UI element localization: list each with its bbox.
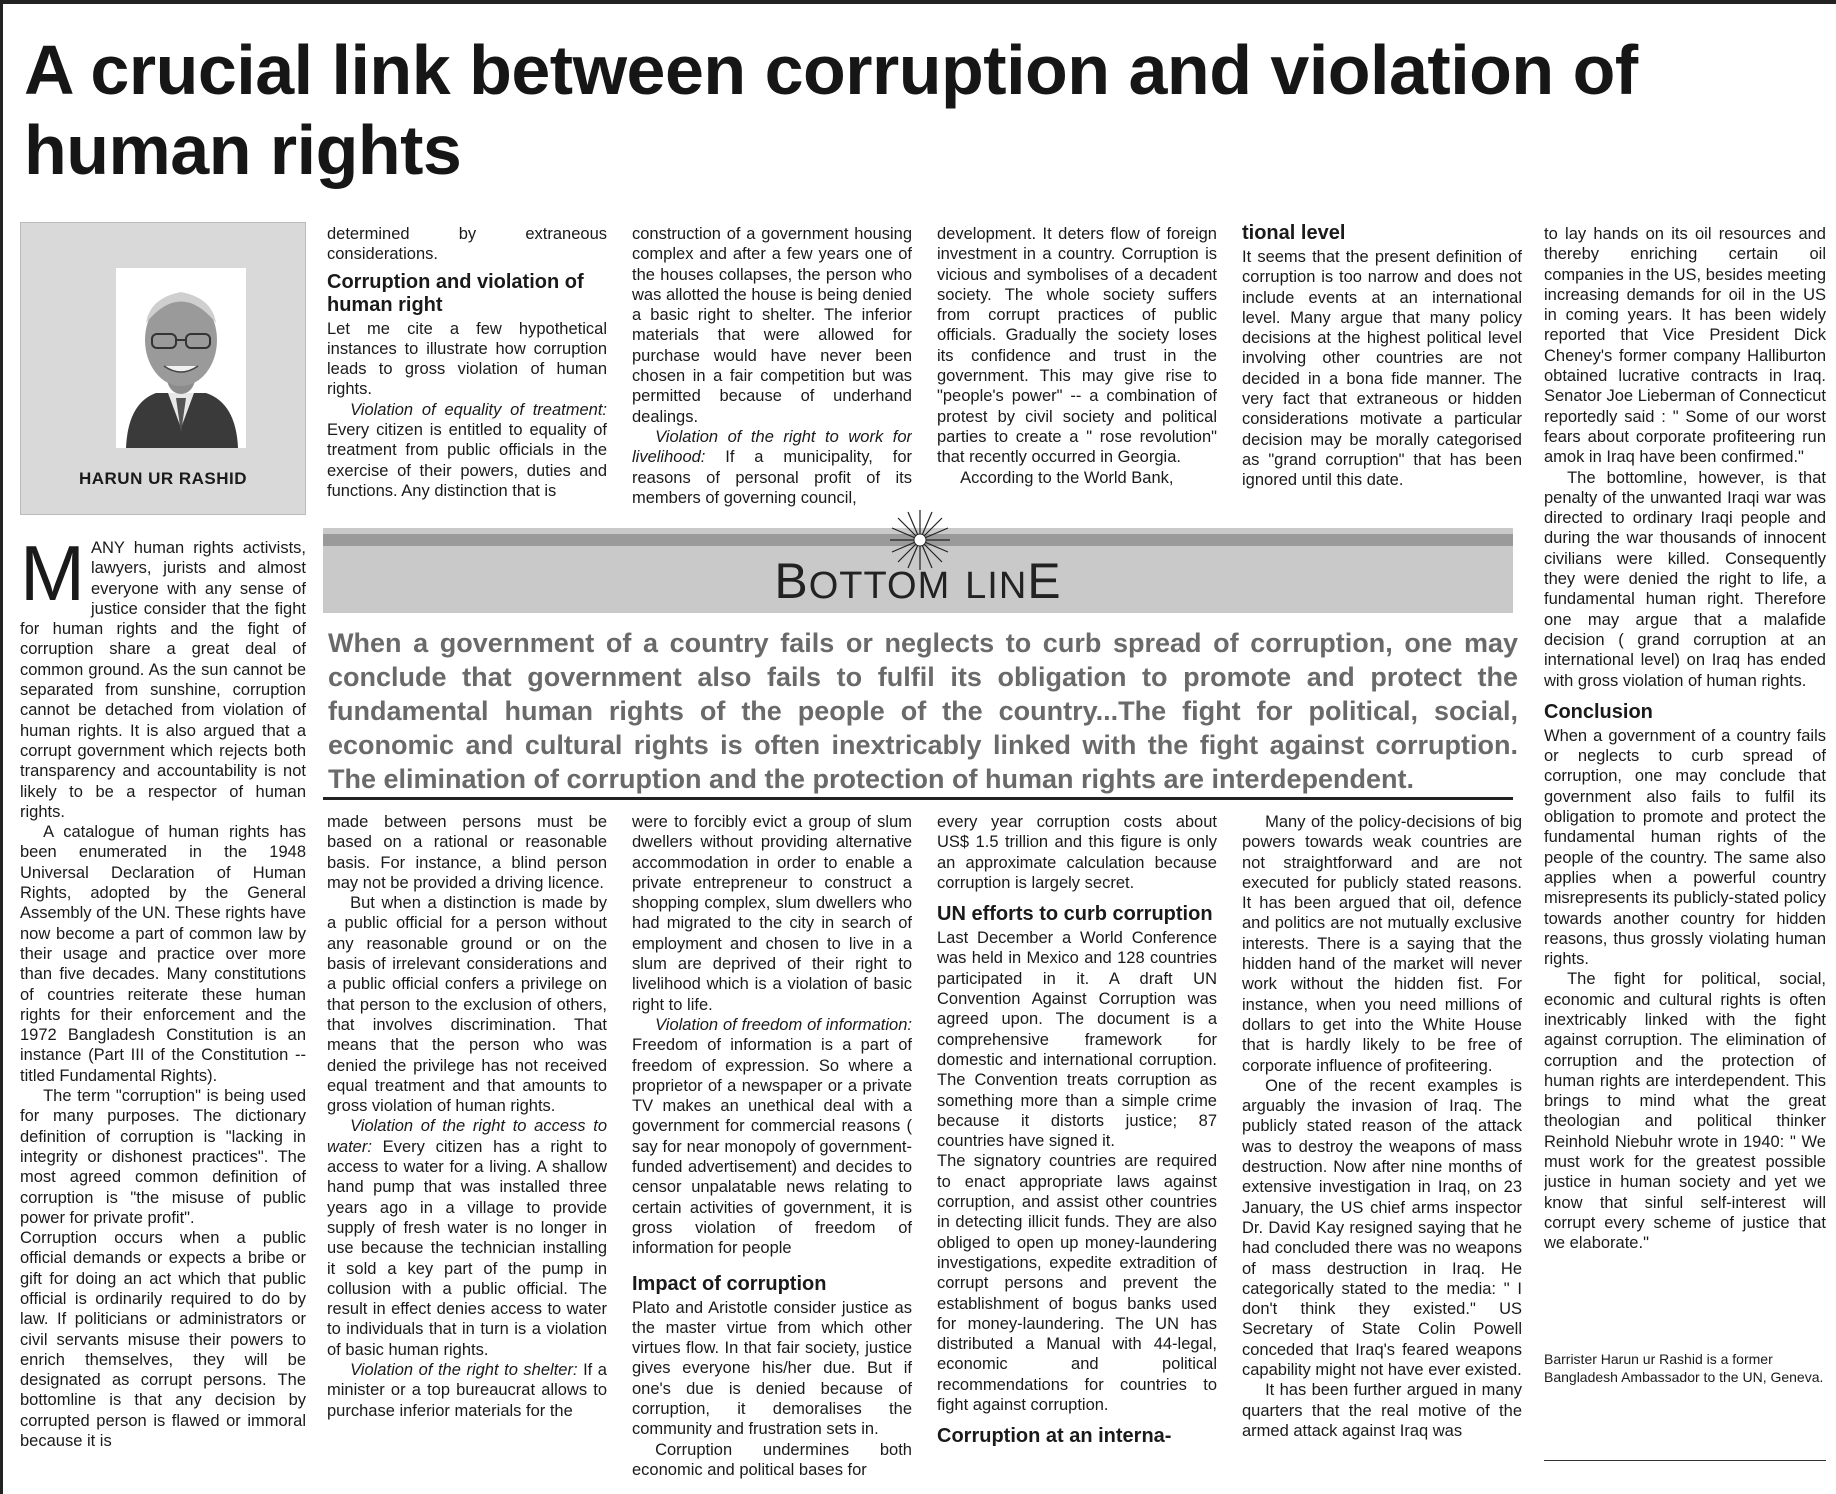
pull-quote-rule [323, 797, 1513, 800]
col2b-para-4: Violation of the right to shelter: If a minister or a top bureaucrat allows to purchase inferior materials for the [327, 1361, 607, 1420]
col4b-para-2: Last December a World Conference was held in Mexico and 128 countries participated in it. A draft UN Convention Against Corruption was agreed upon. The document is a comprehensive framework for domestic and international corruption. The Convention treats corruption as something more than a simple crime because it distorts justice; 87 countries have signed it. [937, 929, 1217, 1151]
col2b-para-3: Violation of the right to access to water: Every citizen has a right to access to water for a living. A shallow hand pump that was installed three years ago in a village to provide supply of fresh water is no longer in use because the technician installing it sold a key part of the pump in collusion with a public official. The result in effect denies access to water to individuals that in turn is a violation of basic human rights. [327, 1117, 607, 1359]
col5b-para-3: It has been further argued in many quarters that the real motive of the armed attack against Iraq was [1242, 1381, 1522, 1440]
col3b-para-3: Plato and Aristotle consider justice as the master virtue from which other virtues flow. In that fair society, justice gives everyone his/her due. But if one's due is denied because of corruption, it demoralises the community and frustration sets in. [632, 1298, 912, 1439]
col5b-para-2: One of the recent examples is arguably the invasion of Iraq. The publicly stated reason of the attack was to destroy the weapons of mass destruction. Now after nine months of extensive investigation in Iraq, on 23 January, the US chief arms inspector Dr. David Kay resigned saying that he had concluded there was no weapons of mass destruction in Iraq. He categorically stated to the media: " I don't think they existed." US Secretary of State Colin Powell conceded that Iraq's feared weapons capability might not have ever existed. [1242, 1076, 1522, 1380]
col6-para-4: The fight for political, social, economic and cultural rights is often inextricably linked with the fight against corruption. The elimination of corruption and the protection of human rights are interdependent. This brings to mind what the great theologian and political thinker Reinhold Niebuhr wrote in 1940: " We must work for the greatest possible justice in human society and yet we know that sinful self-interest will corrupt every scheme of justice that we elaborate." [1544, 970, 1826, 1253]
subhead-impact: Impact of corruption [632, 1272, 827, 1295]
column-6 [1544, 224, 1826, 1344]
column-4-top [937, 224, 1217, 514]
column-2-bottom [327, 812, 607, 1488]
col6-para-1: to lay hands on its oil resources and thereby enriching certain oil companies in the US, besides meeting increasing demands for oil in the US in coming years. It has been widely reported that Vice President Dick Cheney's former company Halliburton obtained lucrative contracts in Iraq. Senator Joe Lieberman of Connecticut reportedly said : " Some of our worst fears about corporate profiteering run amok in Iraq have been confirmed." [1544, 225, 1826, 467]
col3-para-2: Violation of the right to work for livelihood: If a municipality, for reasons of personal profit of its members of governing council, [632, 427, 912, 507]
col2-para-2: Violation of equality of treatment: Every citizen is entitled to equality of treatment from public officials in the exercise of their powers, duties and functions. Any distinction that is [327, 400, 607, 500]
subhead-conclusion: Conclusion [1544, 700, 1653, 723]
bio-rule [1544, 1460, 1826, 1461]
column-2-top [327, 224, 607, 514]
col2b-para-1: made between persons must be based on a rational or reasonable basis. For instance, a blind person may not be provided a driving licence. [327, 813, 607, 892]
col2-para-0: determined by extraneous considerations. [327, 225, 607, 264]
col4-para-1: development. It deters flow of foreign investment in a country. Corruption is vicious and symbolises of a decadent society. The whole society suffers from corrupt practices of public officials. Gradually the society loses its confidence and trust in the government. This may give rise to "people's power" -- a combination of protest by civil society and political parties to create a " rose revolution" that recently occurred in Georgia. [937, 225, 1217, 467]
drop-cap: M [20, 538, 85, 617]
col2-para-1: Let me cite a few hypothetical instances to illustrate how corruption leads to gross violation of human rights. [327, 319, 607, 399]
col3b-para-4: Corruption undermines both economic and political bases for [632, 1440, 912, 1479]
subhead-corruption-violation: Corruption and violation of human right [327, 270, 584, 316]
column-3-top [632, 224, 912, 514]
headline: A crucial link between corruption and violation of human rights [24, 31, 1638, 189]
col3-para-1: construction of a government housing complex and after a few years one of the houses collapses, the person who was allotted the house is being denied a basic right to shelter. The inferior materials that were allowed for purchase would have never been chosen in a fair competition but was permitted because of underhand dealings. [632, 225, 912, 426]
col2b-para-2: But when a distinction is made by a public official for a person without any reasonable ground or on the basis of irrelevant considerations and a public official confers a privilege on that person to the exclusion of others, that involves discrimination. That means that the person who was denied the privilege has not received equal treatment and that amounts to gross violation of human rights. [327, 894, 607, 1116]
col4b-para-1: every year corruption costs about US$ 1.5 trillion and this figure is only an approximate calculation because corruption is largely secret. [937, 813, 1217, 892]
bottom-line-title: BOTTOM LINE [774, 553, 1062, 609]
col3b-para-2: Violation of freedom of information: Freedom of information is a part of freedom of expression. So where a proprietor of a newspaper or a private TV makes an unethical deal with a government for commercial reasons ( say for near monopoly of government-funded advertisement) and decides to censor unpalatable news relating to certain activities of government, it is gross violation of freedom of information for people [632, 1015, 912, 1258]
col1-para-1: MANY human rights activists, lawyers, jurists and almost everyone with any sense of justice consider that the fight for human rights and the fight of corruption share a great deal of common ground. As the sun cannot be separated from sunshine, corruption cannot be detached from violation of human rights. It is also argued that a corrupt government which rejects both transparency and accountability is not likely to be a respector of human rights. [20, 538, 306, 821]
author-byline: HARUN UR RASHID [78, 469, 248, 488]
top-rule [0, 0, 1836, 4]
column-5-top [1242, 222, 1522, 514]
pull-quote: When a government of a country fails or neglects to curb spread of corruption, one may conclude that government also fails to fulfil its obligation to promote and protect the fundamental human rights of the people of the country...The fight for political, social, economic and cultural rights is often inextricably linked with the fight against corruption. The elimination of corruption and the protection of human rights are interdependent. [328, 628, 1518, 794]
column-3-bottom [632, 812, 912, 1488]
subhead-tional-level: tional level [1242, 222, 1346, 244]
col1-para-4: Corruption occurs when a public official demands or expects a bribe or gift for doing an act which that public official is ordinarily required to do by law. If politicians or administrators or civil servants misuse their powers to enrich themselves, they will be designated as corrupt persons. The bottomline is that any decision by corrupted person is flawed or immoral because it is [20, 1229, 306, 1451]
subhead-un-efforts: UN efforts to curb corruption [937, 903, 1213, 926]
author-bio: Barrister Harun ur Rashid is a former Bangladesh Ambassador to the UN, Geneva. [1544, 1351, 1824, 1385]
col5-para-1: It seems that the present definition of corruption is too narrow and does not include events at an international level. Many argue that many policy decisions at the highest political level involving other countries are not decided in a bona fide manner. The very fact that extraneous or hidden considerations motivate a particular decision may be morally categorised as "grand corruption" that has been ignored until this date. [1242, 248, 1522, 490]
left-rule [0, 0, 3, 1494]
starburst-icon [890, 510, 950, 570]
col1-para-3: The term "corruption" is being used for many purposes. The dictionary definition of corruption is "lacking in integrity or dishonest practices". The most agreed common definition of corruption is "the misuse of public power for private profit". [20, 1087, 306, 1227]
author-portrait [116, 268, 246, 448]
column-5-bottom [1242, 812, 1522, 1488]
col3b-para-1: were to forcibly evict a group of slum dwellers without providing alternative accommodation in order to enable a private entrepreneur to construct a shopping complex, slum dwellers who had migrated to the city in search of employment and chosen to live in a slum are deprived of their right to livelihood which is a violation of basic right to life. [632, 813, 912, 1014]
subhead-international-level: Corruption at an interna- [937, 1425, 1172, 1448]
col4-para-2: According to the World Bank, [960, 468, 1174, 487]
col6-para-2: The bottomline, however, is that penalty of the unwanted Iraqi war was directed to ordinary Iraqi people and during the war thousands of innocent civilians were killed. Consequently they were denied the right to life, a fundamental human right. Therefore one may argue that a malafide decision ( grand corruption at an international level) on Iraq has ended with gross violation of human rights. [1544, 468, 1826, 690]
author-photo-box [20, 222, 306, 515]
col6-para-3: When a government of a country fails or neglects to curb spread of corruption, one may conclude that government also fails to fulfil its obligation to promote and protect the fundamental human rights of the people of the country. The same also applies when a powerful country misrepresents its publicly-stated policy towards another country for hidden reasons, thus grossly violating human rights. [1544, 726, 1826, 969]
col1-para-2: A catalogue of human rights has been enumerated in the 1948 Universal Declaration of Human Rights, adopted by the General Assembly of the UN. These rights have now become a part of common law by their usage and practice over more than five decades. Many constitutions of countries reiterate these human rights for their enforcement and the 1972 Bangladesh Constitution is an instance (Part III of the Constitution -- titled Fundamental Rights). [20, 823, 306, 1085]
col4b-para-3: The signatory countries are required to enact appropriate laws against corruption, and assist other countries in detecting illicit funds. They are also obliged to open up money-laundering investigations, expedite extradition of corrupt persons and prevent the establishment of bogus banks used for money-laundering. The UN has distributed a Manual with 44-legal, economic and political recommendations for countries to fight against corruption. [937, 1152, 1217, 1415]
column-1 [20, 538, 306, 1488]
col5b-para-1: Many of the policy-decisions of big powers towards weak countries are not straightforward and are not executed for publicly stated reasons. It has been argued that oil, defence and politics are not mutually exclusive interests. There is a saying that the hidden hand of the market will never work without the hidden fist. For instance, when you need millions of dollars to get into the White House that is hardly likely to be free of corporate influence of profiteering. [1242, 813, 1522, 1075]
column-4-bottom [937, 812, 1217, 1488]
